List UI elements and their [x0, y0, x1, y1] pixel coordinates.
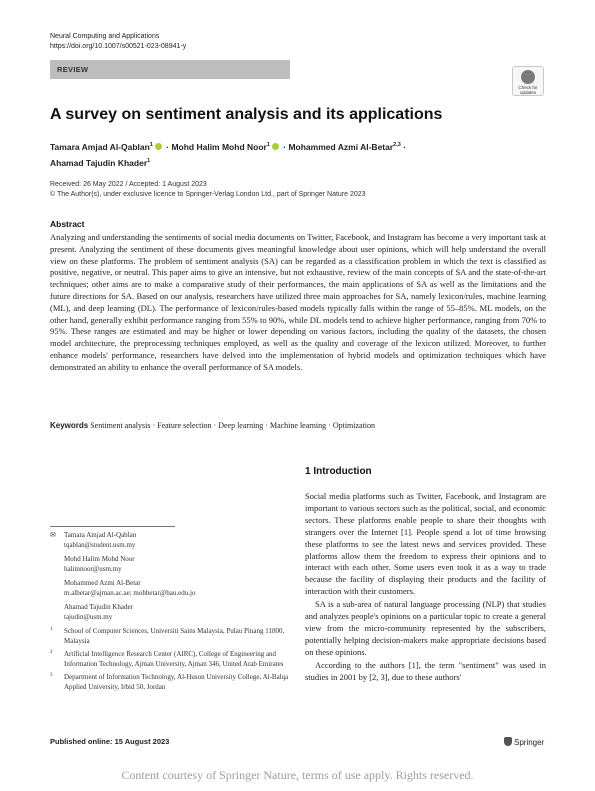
contact-entry	[50, 531, 290, 550]
courtesy-watermark: Content courtesy of Springer Nature, terms of use apply. Rights reserved.	[121, 768, 474, 782]
published-date: Published online: 15 August 2023	[50, 737, 170, 746]
abstract-text: Analyzing and understanding the sentiments of social media documents on Twitter, Facebook, and Instagram has become a very important task at present. Analyzing the sentiment of these documents gives meaningful knowledge about user opinions, which will help understand the overall view on these platforms. The problem of sentiment analysis (SA) can be regarded as a classification problem in which the text is classified as positive, negative, or neutral. This paper aims to give an intensive, but not exhaustive, review of the main concepts of SA and the state-of-the-art techniques; other aims are to make a comparative study of their performances, the main applications of SA as well as the limitations and the future directions for SA. Based on our analysis, researchers have utilized three main approaches for SA, namely lexicon/rules, machine learning (ML), and deep learning (DL). The performance of lexicon/rules-based models typically falls within the range of 55–85%. ML models, on the other hand, generally exhibit performance ranging from 55% to 90%, while DL models tend to achieve higher performance, ranging from 70% to 95%. These ranges are estimated and may be higher or lower depending on various factors, including the quality of the datasets, the chosen model architecture, the preprocessing techniques employed, as well as the quality and coverage of the lexicon utilized. Moreover, to further enhance models' performance, researchers have delved into the implementation of hybrid models and optimization techniques which have demonstrated an ability to enhance the overall performance of SA models.	[50, 232, 546, 372]
introduction-body	[305, 491, 546, 685]
affiliation-text: Artificial Intelligence Research Center (AIRC), College of Engineering and Information Technology, Ajman University, Ajman 346, United Arab Emirates	[64, 650, 284, 668]
orcid-icon[interactable]	[155, 143, 162, 150]
author-affiliation: 1	[266, 142, 270, 148]
affiliation	[50, 650, 290, 669]
contact-email[interactable]: tajudin@usm.my	[64, 612, 113, 621]
contact-name: Mohd Halim Mohd Noor	[64, 555, 135, 563]
contact-entry	[50, 579, 290, 598]
paper-title: A survey on sentiment analysis and its applications	[50, 106, 443, 123]
footnotes	[50, 531, 290, 692]
contact-entry	[50, 555, 290, 574]
abstract-heading: Abstract	[50, 219, 85, 229]
author-name[interactable]: Ahamad Tajudin Khader	[50, 157, 148, 168]
doi-link[interactable]: https://doi.org/10.1007/s00521-023-08941-y	[50, 43, 187, 50]
author-name[interactable]: Mohd Halim Mohd Noor	[171, 141, 267, 152]
publisher-logo	[504, 737, 544, 747]
author-list: Tamara Amjad Al-Qablan$^1$ · Mohd Halim Mohd Noor$^1$ · Mohammed Azmi Al-Betar$^{2,3}$ · Ahamad Tajudin Khader$^1$	[50, 141, 407, 168]
affiliation-text: School of Computer Sciences, Universiti Sains Malaysia, Pulau Pinang 11800, Malaysia	[64, 627, 285, 645]
check-for-updates-badge[interactable]	[512, 66, 544, 96]
journal-name: Neural Computing and Applications	[50, 33, 160, 40]
contact-email[interactable]: halimnoor@usm.my	[64, 564, 122, 573]
contact-entry	[50, 603, 290, 622]
footnote-divider	[50, 526, 175, 527]
contact-name: Tamara Amjad Al-Qablan	[64, 531, 137, 539]
section-heading-introduction: 1 Introduction	[305, 466, 372, 477]
paragraph: SA is a sub-area of natural language processing (NLP) that studies and analyzes people's opinions on a particular topic to create a general view from the micro-community represented by the subscribers, potentially helping decision-makers make appropriate decisions based on these opinions.	[305, 599, 546, 657]
paragraph: Social media platforms such as Twitter, Facebook, and Instagram are important to various sectors such as the political, social, and economic sectors. These platforms enable people to share their thoughts with strangers over the Internet [1]. People spend a lot of time browsing these platforms to see the latest news and services provided. These platforms allow them the freedom to express their opinions and to interact with each other. Some users even took it as a way to trade because the facility of displaying their products and the facility of interaction with their customers.	[305, 491, 546, 597]
contact-email[interactable]: m.albetar@ajman.ac.ae; mohbetar@bau.edu.jo	[64, 588, 196, 597]
affiliation	[50, 627, 290, 646]
author-name[interactable]: Mohammed Azmi Al-Betar	[288, 141, 394, 152]
affiliation-number: 1	[50, 627, 53, 632]
check-for-updates-label: Check for updates	[518, 85, 538, 95]
affiliation	[50, 673, 290, 692]
author-affiliation: 1	[149, 142, 153, 148]
mail-icon: ✉	[50, 531, 56, 539]
article-type-label: REVIEW	[57, 65, 89, 74]
author-affiliation: 1	[147, 157, 151, 164]
copyright-notice: © The Author(s), under exclusive licence to Springer-Verlag London Ltd., part of Springer Nature 2023	[50, 191, 366, 198]
paragraph: According to the authors [1], the term "sentiment" was used in studies in 2001 by [2, 3], due to these authors'	[305, 659, 546, 682]
contact-name: Mohammed Azmi Al-Betar	[64, 579, 141, 587]
publisher-name: Springer	[514, 738, 545, 747]
orcid-icon[interactable]	[272, 143, 279, 150]
affiliation-text: Department of Information Technology, Al-Huson University College, Al-Balqa Applied University, Irbid 50, Jordan	[64, 673, 289, 691]
keywords	[50, 421, 375, 430]
author-affiliation: 2,3	[393, 142, 401, 148]
contact-name: Ahamad Tajudin Khader	[64, 603, 133, 611]
contact-email[interactable]: tqablan@student.usm.my	[64, 540, 136, 549]
keywords-list: Sentiment analysis · Feature selection · Deep learning · Machine learning · Optimization	[90, 421, 376, 430]
update-icon	[521, 70, 535, 84]
affiliation-number: 3	[50, 673, 53, 678]
keywords-heading: Keywords	[50, 421, 89, 430]
received-accepted-dates: Received: 26 May 2022 / Accepted: 1 August 2023	[50, 181, 207, 188]
springer-horse-icon	[504, 737, 512, 746]
affiliation-number: 2	[50, 650, 53, 655]
author-name[interactable]: Tamara Amjad Al-Qablan	[50, 141, 150, 152]
